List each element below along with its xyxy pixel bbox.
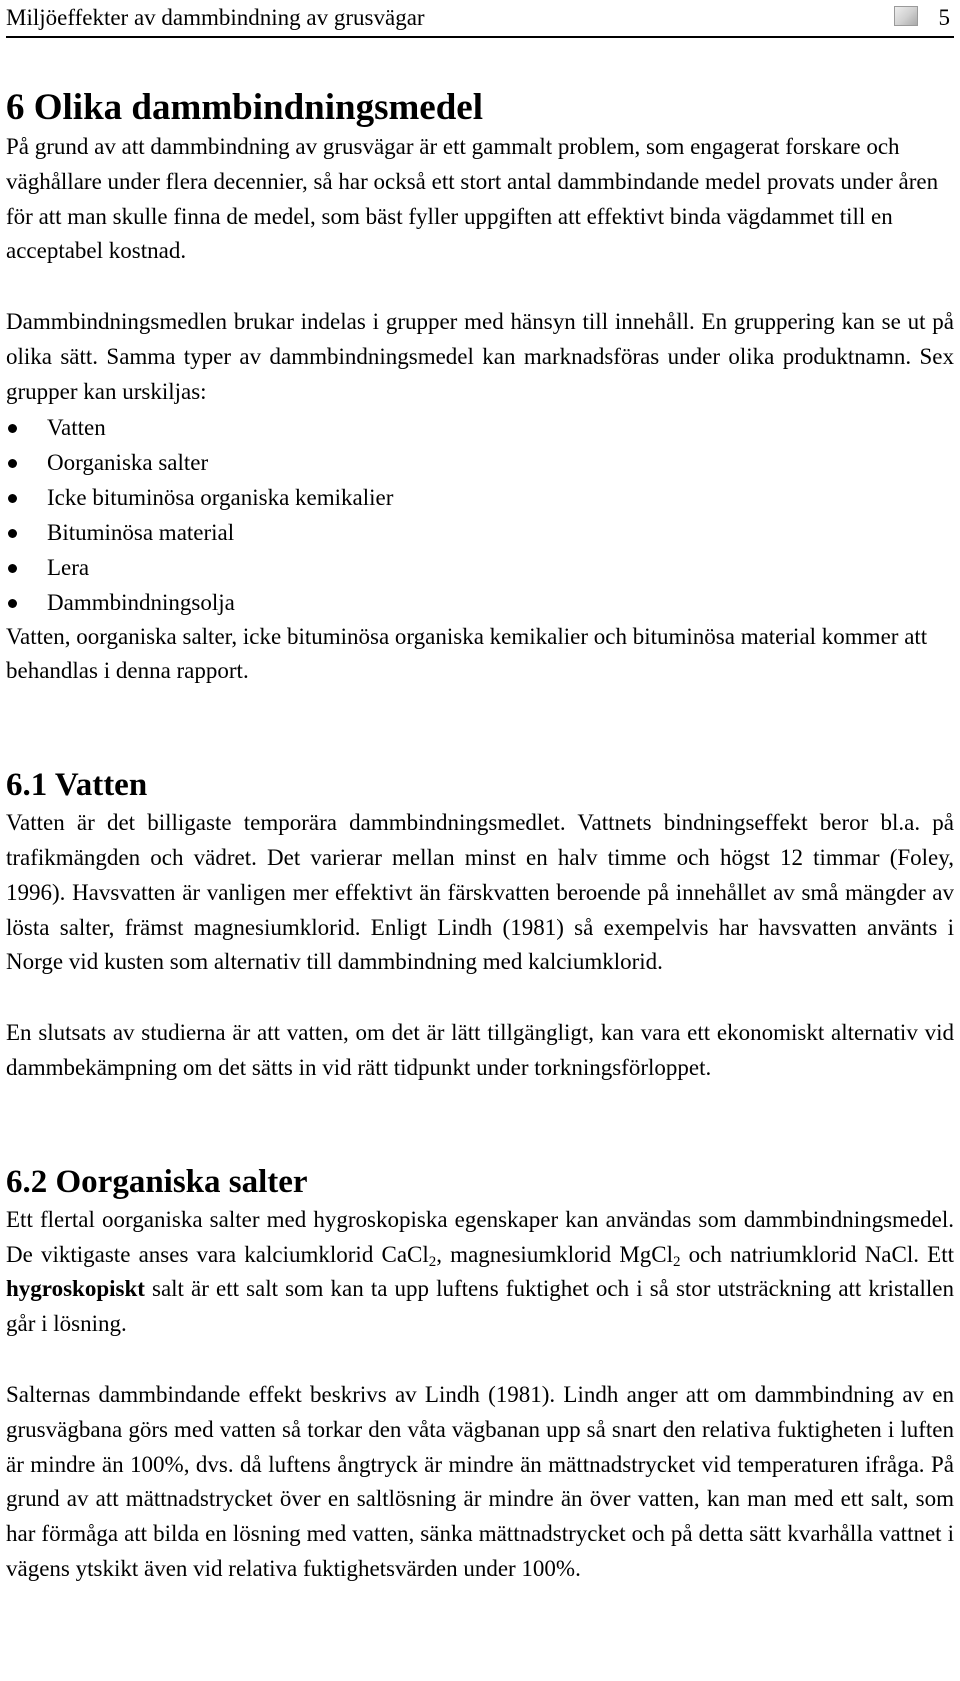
page-number: 5 (938, 5, 950, 30)
section-6-heading: 6 Olika dammbindningsmedel (6, 87, 484, 128)
bullet-icon (8, 494, 17, 503)
bullet-icon (8, 459, 17, 468)
bullet-icon (8, 599, 17, 608)
section-6-1-paragraph-2: En slutsats av studierna är att vatten, om det är lätt tillgängligt, kan vara ett ekonomiskt alternativ vid dammbekämpning om det sätts in vid rätt tidpunkt under torkningsförloppet. (6, 1020, 954, 1080)
bullet-icon (8, 424, 17, 433)
section-6-2-heading: 6.2 Oorganiska salter (6, 1163, 308, 1200)
list-item: Bituminösa material (6, 515, 954, 550)
running-title: Miljöeffekter av dammbindning av grusvägar (6, 5, 425, 30)
group-list (6, 410, 954, 620)
list-item: Icke bituminösa organiska kemikalier (6, 480, 954, 515)
bullet-icon (8, 564, 17, 573)
section-6-paragraph-2: Dammbindningsmedlen brukar indelas i grupper med hänsyn till innehåll. En gruppering kan se ut på olika sätt. Samma typer av dammbindningsmedel kan marknadsföras under olika produktnamn. Sex grupper kan urskiljas: (6, 309, 954, 404)
list-item: Oorganiska salter (6, 445, 954, 480)
list-item: Lera (6, 550, 954, 585)
bullet-icon (8, 529, 17, 538)
section-6-paragraph-1: På grund av att dammbindning av grusvägar är ett gammalt problem, som engagerat forskare och väghållare under flera decennier, så har också ett stort antal dammbindande medel provats under åren för att man skulle finna de medel, som bäst fyller uppgiften att effektivt binda vägdammet till en acceptabel kostnad. (6, 134, 939, 264)
section-6-1-heading: 6.1 Vatten (6, 767, 148, 804)
section-6-2-paragraph-1: Ett flertal oorganiska salter med hygroskopiska egenskaper kan användas som dammbindningsmedel. De viktigaste anses vara kalciumklorid CaCl$_2$, magnesiumklorid MgCl$_2$ och natriumklorid NaCl. Ett hygroskopiskt salt är ett salt som kan ta upp luftens fuktighet och i så stor utsträckning att kristallen går i lösning. (6, 1206, 954, 1337)
hygroskopiskt-term: hygroskopiskt (6, 1276, 145, 1302)
section-6-2-paragraph-2: Salternas dammbindande effekt beskrivs av Lindh (1981). Lindh anger att om dammbindning av en grusvägbana görs med vatten så torkar den våta vägbanan upp så snart den relativa fuktigheten i luften är mindre än 100%, dvs. då luftens ångtryck är mindre än mättnadstrycket vid temperaturen ifråga. På grund av att mättnadstrycket över en saltlösning är mindre än över vatten, kan man med ett salt, som har förmåga att bilda en lösning med vatten, sänka mättnadstrycket och på detta sätt kvarhålla vattnet i vägens ytskikt även vid relativa fuktighetsvärden under 100%. (6, 1381, 954, 1581)
section-6-paragraph-3: Vatten, oorganiska salter, icke bituminösa organiska kemikalier och bituminösa material kommer att behandlas i denna rapport. (6, 623, 928, 684)
page-header (6, 0, 954, 38)
document-body (6, 88, 954, 1587)
section-6-1-paragraph-1: Vatten är det billigaste temporära dammbindningsmedlet. Vattnets bindningseffekt beror bl.a. på trafikmängden och vädret. Det varierar mellan minst en halv timme och högst 12 timmar (Foley, 1996). Havsvatten är vanligen mer effektivt än färskvatten beroende på innehållet av små mängder av lösta salter, främst magnesiumklorid. Enligt Lindh (1981) så exempelvis har havsvatten använts i Norge vid kusten som alternativ till dammbindning med kalciumklorid. (6, 810, 954, 975)
document-icon (894, 6, 918, 26)
list-item: Dammbindningsolja (6, 585, 954, 620)
list-item: Vatten (6, 410, 954, 445)
